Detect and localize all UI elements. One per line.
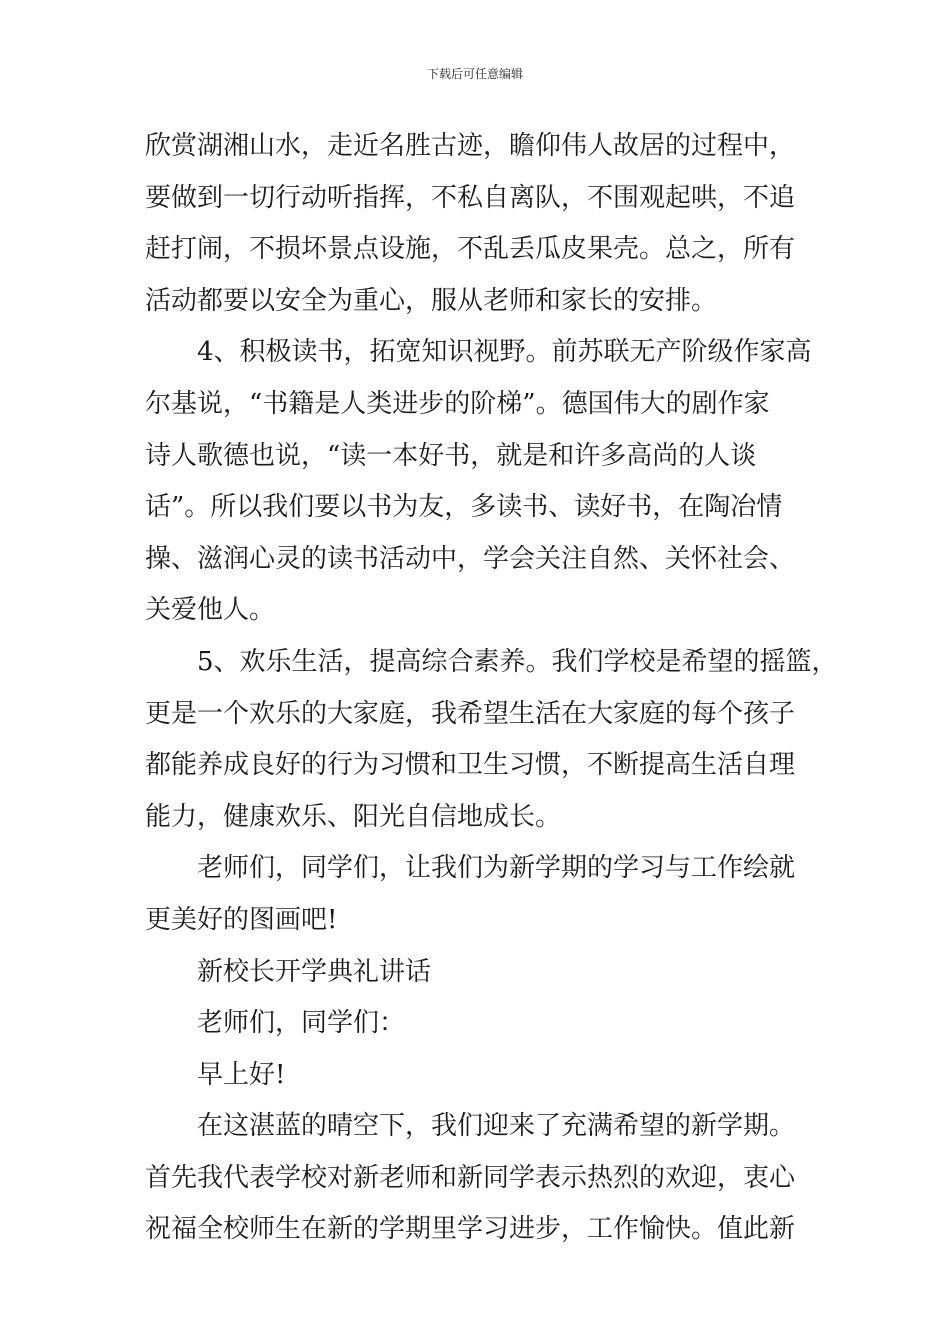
text-line: 老师们，同学们，让我们为新学期的学习与工作绘就 [197, 853, 796, 884]
text-line: 老师们，同学们： [197, 1008, 406, 1039]
text-line: 在这湛蓝的晴空下，我们迎来了充满希望的新学期。 [197, 1111, 796, 1142]
text-line: 首先我代表学校对新老师和新同学表示热烈的欢迎，衷心 [145, 1162, 796, 1193]
text-line: 更美好的图画吧! [145, 904, 338, 935]
text-line: 诗人歌德也说，“读一本好书，就是和许多高尚的人谈 [145, 440, 757, 471]
text-line: 赶打闹，不损坏景点设施，不乱丢瓜皮果壳。总之，所有 [145, 234, 796, 265]
text-line: 尔基说，“书籍是人类进步的阶梯”。德国伟大的剧作家 [145, 388, 770, 419]
text-line: 祝福全校师生在新的学期里学习进步，工作愉快。值此新 [145, 1214, 796, 1245]
text-line: 欣赏湖湘山水，走近名胜古迹，瞻仰伟人故居的过程中， [145, 131, 796, 161]
text-line: 能力，健康欢乐、阳光自信地成长。 [145, 801, 562, 832]
text-line: 话”。所以我们要以书为友，多读书、读好书，在陶冶情 [145, 492, 783, 523]
text-line: 4、积极读书，拓宽知识视野。前苏联无产阶级作家高 [197, 337, 812, 368]
text-line: 早上好! [197, 1059, 286, 1090]
text-line: 新校长开学典礼讲话 [197, 956, 432, 987]
text-line: 关爱他人。 [145, 595, 276, 626]
text-line: 要做到一切行动听指挥，不私自离队，不围观起哄，不追 [145, 182, 796, 213]
text-line: 都能养成良好的行为习惯和卫生习惯，不断提高生活自理 [145, 750, 796, 781]
text-line: 活动都要以安全为重心，服从老师和家长的安排。 [145, 285, 718, 316]
text-line: 更是一个欢乐的大家庭，我希望生活在大家庭的每个孩子 [145, 698, 796, 729]
document-body [145, 121, 838, 1256]
text-line: 操、滋润心灵的读书活动中，学会关注自然、关怀社会、 [145, 543, 796, 574]
text-line: 5、欢乐生活，提高综合素养。我们学校是希望的摇篮， [197, 646, 838, 677]
page-header-note: 下载后可任意编辑 [426, 67, 523, 81]
